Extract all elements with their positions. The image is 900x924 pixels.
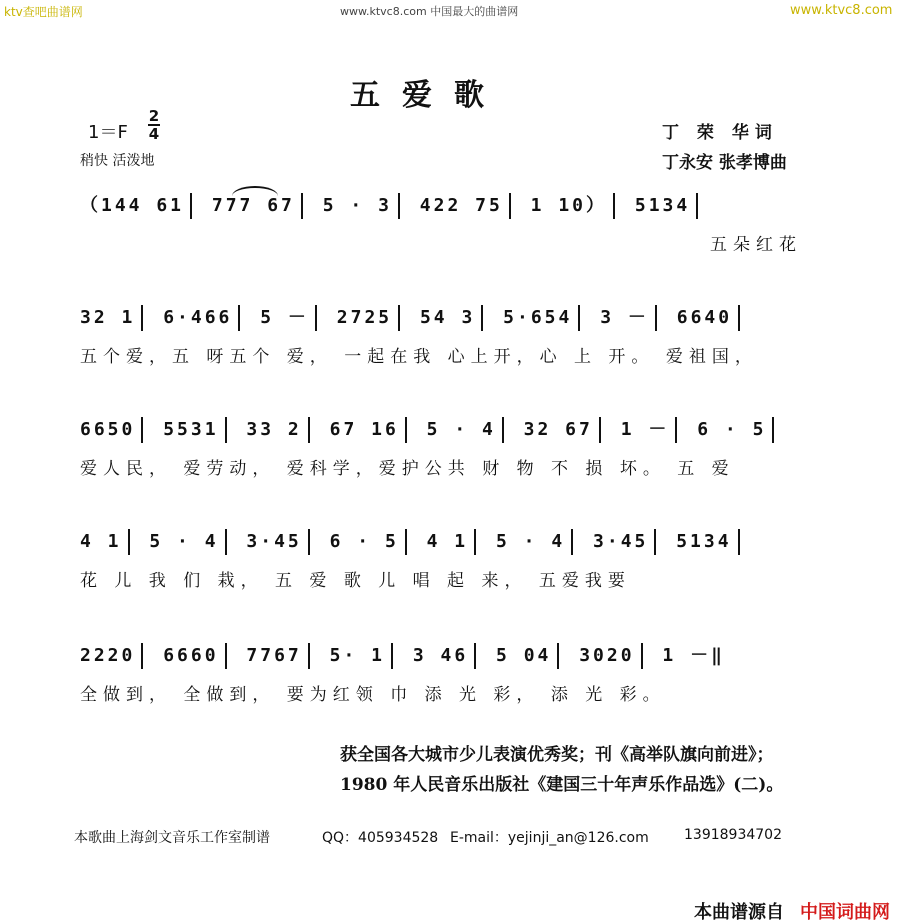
barline [578, 305, 580, 331]
barline [308, 529, 310, 555]
measure: 5 04 [496, 645, 552, 666]
measure: 54 3 [419, 307, 476, 328]
barline [655, 305, 657, 331]
measure: 1 － [620, 419, 670, 440]
notation-line-1 [80, 190, 704, 222]
lyricist-credit: 丁 荣 华词 [662, 123, 778, 143]
barline [141, 305, 143, 331]
lyrics-line-5: 全做到， 全做到， 要为红领 巾 添 光 彩， 添 光 彩。 [80, 685, 666, 705]
measure: 4 1 [426, 531, 469, 552]
measure: 3·45 [246, 531, 302, 552]
measure: 6650 [80, 419, 136, 440]
time-signature-bottom: 4 [148, 125, 160, 143]
source-site-link[interactable]: 中国词曲网 [800, 902, 890, 923]
measure: 6660 [163, 645, 219, 666]
time-signature-top: 2 [148, 107, 160, 125]
barline [613, 193, 615, 219]
barline [474, 643, 476, 669]
barline [738, 529, 740, 555]
studio-credit: 本歌曲上海剑文音乐工作室制谱 [74, 830, 270, 846]
measure: 5 · 4 [426, 419, 496, 440]
measure: 5·654 [503, 307, 573, 328]
measure: 7767 [246, 645, 302, 666]
measure: 3·45 [593, 531, 649, 552]
barline [571, 529, 573, 555]
site-watermark-center: www.ktvc8.com 中国最大的曲谱网 [340, 5, 519, 18]
lyrics-line-2: 五个爱，五 呀五个 爱， 一起在我 心上开，心 上 开。 爱祖国， [80, 347, 758, 367]
notation-line-4 [80, 526, 746, 558]
score-line-3 [0, 414, 900, 479]
source-label: 本曲谱源自 [694, 902, 784, 923]
measure: 5531 [163, 419, 219, 440]
barline [308, 417, 310, 443]
barline [301, 193, 303, 219]
email-contact: E-mail：yejinji_an@126.com [450, 830, 649, 846]
lyrics-line-3: 爱人民， 爱劳动， 爱科学，爱护公共 财 物 不 损 坏。 五 爱 [80, 459, 735, 479]
measure: 3 － [600, 307, 649, 328]
barline [557, 643, 559, 669]
measure: 777 67 [211, 195, 295, 216]
barline [225, 643, 227, 669]
publication-note: 1980 年人民音乐出版社《建国三十年声乐作品选》(二)。 [340, 775, 784, 795]
barline [675, 417, 677, 443]
qq-contact: QQ：405934528 [322, 830, 439, 846]
measure: 422 75 [419, 195, 503, 216]
tempo-marking: 稍快 活泼地 [80, 153, 155, 169]
barline [391, 643, 393, 669]
measure: 6 · 5 [697, 419, 767, 440]
barline [599, 417, 601, 443]
measure: 5 · 3 [322, 195, 392, 216]
score-line-4 [0, 526, 900, 591]
key-signature: 1＝F [88, 122, 128, 143]
barline [696, 193, 698, 219]
measure: 32 1 [80, 307, 136, 328]
barline [405, 417, 407, 443]
barline [225, 529, 227, 555]
barline [128, 529, 130, 555]
measure: 5 － [260, 307, 309, 328]
score-line-5 [0, 640, 900, 705]
measure: 5 · 4 [149, 531, 219, 552]
award-note: 获全国各大城市少儿表演优秀奖；刊《高举队旗向前进》； [340, 745, 774, 765]
lyrics-line-1: 五朵红花 [710, 235, 802, 255]
barline [738, 305, 740, 331]
barline [315, 305, 317, 331]
score-line-2 [0, 302, 900, 367]
notation-line-2 [80, 302, 746, 334]
score-line-1 [0, 190, 900, 255]
lyrics-line-4: 花 儿 我 们 栽， 五 爱 歌 儿 唱 起 来， 五爱我要 [80, 571, 631, 591]
measure: 4 1 [80, 531, 122, 552]
barline [398, 193, 400, 219]
measure: 2220 [80, 645, 136, 666]
barline [405, 529, 407, 555]
composer-credit: 丁永安 张孝博曲 [662, 153, 787, 173]
triplet-slur [232, 186, 278, 196]
measure: 6640 [676, 307, 733, 328]
barline [308, 643, 310, 669]
measure: 33 2 [246, 419, 302, 440]
barline [190, 193, 192, 219]
time-signature [148, 108, 160, 142]
measure: 3 46 [412, 645, 469, 666]
notation-line-5 [80, 640, 725, 672]
measure: 5134 [634, 195, 691, 216]
measure: 5 · 4 [495, 531, 566, 552]
barline [225, 417, 227, 443]
measure: 6·466 [163, 307, 233, 328]
measure: 2725 [336, 307, 393, 328]
barline [509, 193, 511, 219]
measure: 5134 [676, 531, 732, 552]
barline [141, 417, 143, 443]
barline [641, 643, 643, 669]
barline [398, 305, 400, 331]
measure: （144 61 [80, 195, 185, 216]
notation-line-3 [80, 414, 780, 446]
site-watermark-left: ktv查吧曲谱网 [4, 5, 83, 19]
phone-contact: 13918934702 [684, 827, 782, 843]
page-title: 五爱歌 [350, 78, 506, 113]
barline [772, 417, 774, 443]
measure: 3020 [579, 645, 635, 666]
site-watermark-right: www.ktvc8.com [790, 3, 893, 18]
measure: 6 · 5 [329, 531, 399, 552]
barline [654, 529, 656, 555]
measure: 32 67 [523, 419, 593, 440]
measure: 5· 1 [329, 645, 385, 666]
barline [502, 417, 504, 443]
barline [141, 643, 143, 669]
measure: 1 －‖ [662, 645, 725, 666]
barline [238, 305, 240, 331]
barline [481, 305, 483, 331]
measure: 67 16 [329, 419, 399, 440]
measure: 1 10） [530, 195, 608, 216]
barline [474, 529, 476, 555]
